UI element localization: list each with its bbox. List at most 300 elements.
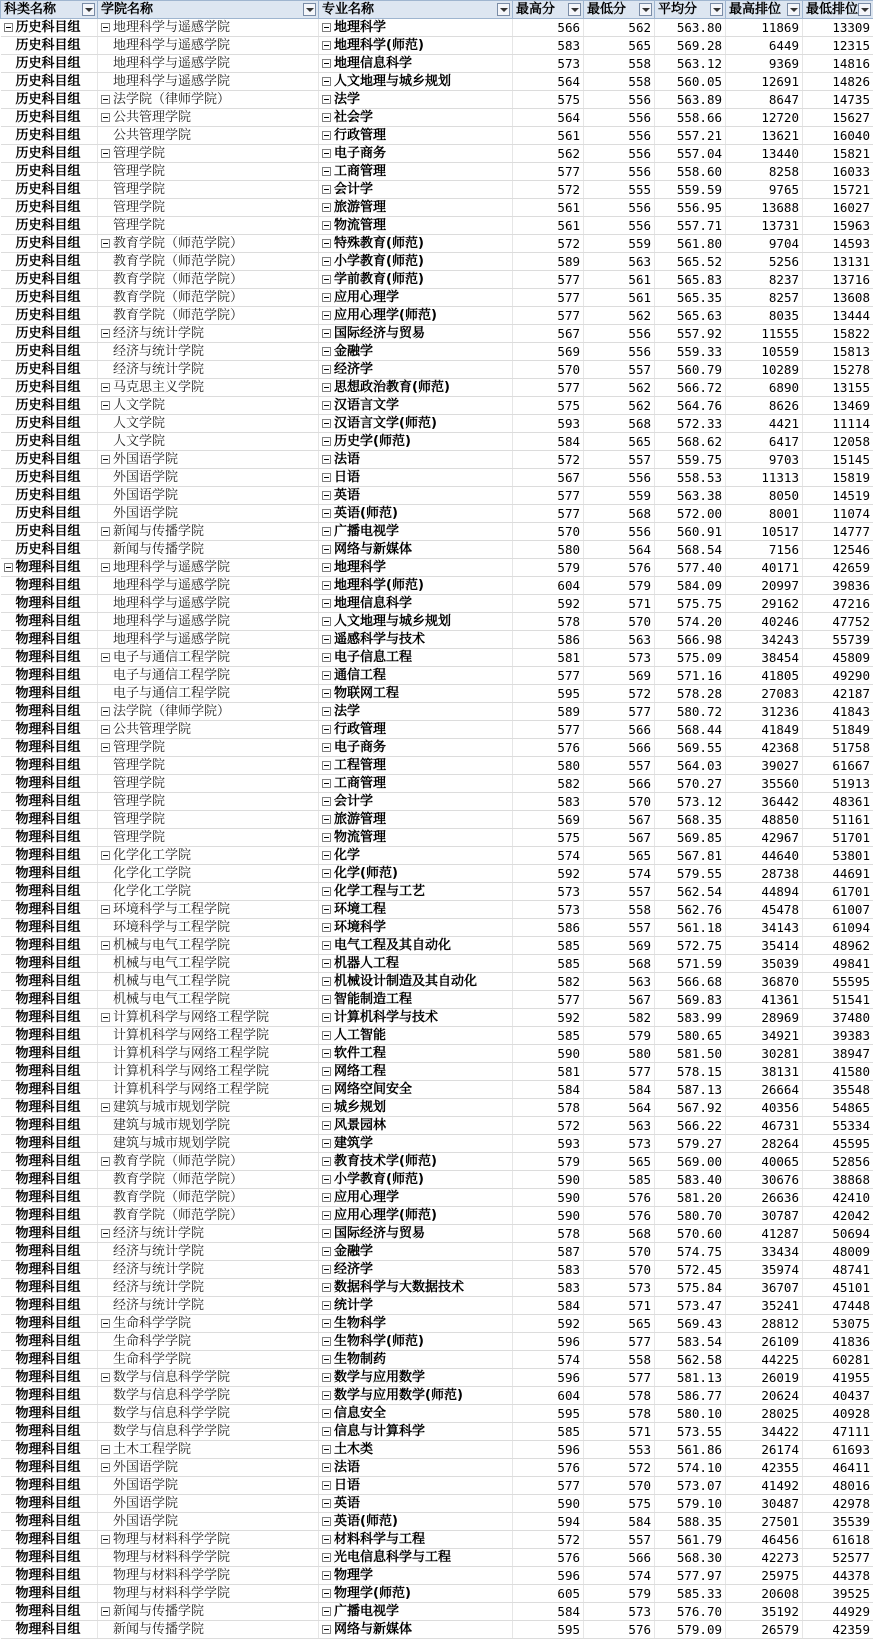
max-rank-cell[interactable] — [726, 55, 803, 73]
major-cell[interactable] — [319, 1459, 513, 1477]
category-cell[interactable] — [1, 559, 98, 577]
min-rank-cell[interactable] — [803, 55, 873, 73]
max-rank-cell[interactable] — [726, 361, 803, 379]
major-cell[interactable] — [319, 577, 513, 595]
max-rank-cell[interactable] — [726, 1351, 803, 1369]
max-rank-cell[interactable] — [726, 1045, 803, 1063]
category-cell[interactable] — [1, 703, 98, 721]
max-score-cell[interactable] — [513, 1045, 584, 1063]
college-cell[interactable] — [98, 451, 319, 469]
college-cell[interactable] — [98, 1027, 319, 1045]
major-cell[interactable] — [319, 73, 513, 91]
min-score-cell[interactable] — [584, 1387, 655, 1405]
min-score-cell[interactable] — [584, 1099, 655, 1117]
college-cell[interactable] — [98, 793, 319, 811]
min-score-cell[interactable] — [584, 1549, 655, 1567]
collapse-toggle-icon[interactable] — [101, 149, 110, 158]
min-rank-cell[interactable] — [803, 901, 873, 919]
college-cell[interactable] — [98, 829, 319, 847]
category-cell[interactable] — [1, 451, 98, 469]
table-row[interactable] — [1, 199, 873, 217]
major-cell[interactable] — [319, 1603, 513, 1621]
avg-score-cell[interactable] — [655, 235, 726, 253]
table-row[interactable] — [1, 1441, 873, 1459]
table-row[interactable] — [1, 487, 873, 505]
min-rank-cell[interactable] — [803, 1099, 873, 1117]
max-score-cell[interactable] — [513, 1315, 584, 1333]
max-rank-cell[interactable] — [726, 1315, 803, 1333]
major-cell[interactable] — [319, 919, 513, 937]
college-cell[interactable] — [98, 1477, 319, 1495]
category-cell[interactable] — [1, 343, 98, 361]
collapse-toggle-icon[interactable] — [322, 1265, 331, 1274]
collapse-toggle-icon[interactable] — [101, 941, 110, 950]
max-score-cell[interactable] — [513, 487, 584, 505]
college-cell[interactable] — [98, 955, 319, 973]
table-row[interactable] — [1, 469, 873, 487]
avg-score-cell[interactable] — [655, 199, 726, 217]
avg-score-cell[interactable] — [655, 811, 726, 829]
college-cell[interactable] — [98, 1495, 319, 1513]
college-cell[interactable] — [98, 415, 319, 433]
category-cell[interactable] — [1, 1315, 98, 1333]
min-rank-cell[interactable] — [803, 1027, 873, 1045]
avg-score-cell[interactable] — [655, 775, 726, 793]
min-score-cell[interactable] — [584, 955, 655, 973]
min-rank-cell[interactable] — [803, 217, 873, 235]
college-cell[interactable] — [98, 505, 319, 523]
category-cell[interactable] — [1, 433, 98, 451]
category-cell[interactable] — [1, 1045, 98, 1063]
max-score-cell[interactable] — [513, 145, 584, 163]
collapse-toggle-icon[interactable] — [322, 563, 331, 572]
min-rank-cell[interactable] — [803, 1153, 873, 1171]
major-cell[interactable] — [319, 775, 513, 793]
max-rank-cell[interactable] — [726, 523, 803, 541]
max-rank-cell[interactable] — [726, 289, 803, 307]
college-cell[interactable] — [98, 1423, 319, 1441]
collapse-toggle-icon[interactable] — [322, 797, 331, 806]
category-cell[interactable] — [1, 37, 98, 55]
min-score-cell[interactable] — [584, 901, 655, 919]
min-rank-cell[interactable] — [803, 1261, 873, 1279]
collapse-toggle-icon[interactable] — [322, 1103, 331, 1112]
min-score-cell[interactable] — [584, 991, 655, 1009]
min-rank-cell[interactable] — [803, 1045, 873, 1063]
category-cell[interactable] — [1, 271, 98, 289]
filter-dropdown-icon[interactable] — [639, 3, 652, 16]
category-cell[interactable] — [1, 1585, 98, 1603]
avg-score-cell[interactable] — [655, 919, 726, 937]
category-cell[interactable] — [1, 1009, 98, 1027]
max-rank-cell[interactable] — [726, 595, 803, 613]
table-row[interactable] — [1, 1081, 873, 1099]
major-cell[interactable] — [319, 1009, 513, 1027]
avg-score-cell[interactable] — [655, 991, 726, 1009]
min-rank-cell[interactable] — [803, 325, 873, 343]
avg-score-cell[interactable] — [655, 1135, 726, 1153]
max-score-cell[interactable] — [513, 325, 584, 343]
category-cell[interactable] — [1, 1531, 98, 1549]
category-cell[interactable] — [1, 973, 98, 991]
college-cell[interactable] — [98, 991, 319, 1009]
max-rank-cell[interactable] — [726, 883, 803, 901]
table-row[interactable] — [1, 1189, 873, 1207]
collapse-toggle-icon[interactable] — [322, 1553, 331, 1562]
min-rank-cell[interactable] — [803, 451, 873, 469]
min-rank-cell[interactable] — [803, 739, 873, 757]
major-cell[interactable] — [319, 271, 513, 289]
college-cell[interactable] — [98, 973, 319, 991]
major-cell[interactable] — [319, 1261, 513, 1279]
collapse-toggle-icon[interactable] — [322, 1463, 331, 1472]
major-cell[interactable] — [319, 1063, 513, 1081]
min-rank-cell[interactable] — [803, 541, 873, 559]
avg-score-cell[interactable] — [655, 1009, 726, 1027]
max-rank-cell[interactable] — [726, 1009, 803, 1027]
min-rank-cell[interactable] — [803, 991, 873, 1009]
table-row[interactable] — [1, 415, 873, 433]
max-score-cell[interactable] — [513, 1027, 584, 1045]
max-score-cell[interactable] — [513, 577, 584, 595]
min-score-cell[interactable] — [584, 199, 655, 217]
table-row[interactable] — [1, 289, 873, 307]
max-rank-cell[interactable] — [726, 145, 803, 163]
college-cell[interactable] — [98, 523, 319, 541]
avg-score-cell[interactable] — [655, 1495, 726, 1513]
major-cell[interactable] — [319, 1189, 513, 1207]
category-cell[interactable] — [1, 1189, 98, 1207]
avg-score-cell[interactable] — [655, 1189, 726, 1207]
category-cell[interactable] — [1, 757, 98, 775]
min-score-cell[interactable] — [584, 505, 655, 523]
college-cell[interactable] — [98, 1225, 319, 1243]
table-row[interactable] — [1, 559, 873, 577]
college-cell[interactable] — [98, 1063, 319, 1081]
table-row[interactable] — [1, 1603, 873, 1621]
avg-score-cell[interactable] — [655, 1441, 726, 1459]
min-rank-cell[interactable] — [803, 91, 873, 109]
min-score-cell[interactable] — [584, 739, 655, 757]
major-cell[interactable] — [319, 1279, 513, 1297]
major-cell[interactable] — [319, 37, 513, 55]
college-cell[interactable] — [98, 379, 319, 397]
max-score-cell[interactable] — [513, 1441, 584, 1459]
college-cell[interactable] — [98, 397, 319, 415]
min-score-cell[interactable] — [584, 1045, 655, 1063]
min-rank-cell[interactable] — [803, 1063, 873, 1081]
table-row[interactable] — [1, 793, 873, 811]
table-row[interactable] — [1, 901, 873, 919]
max-rank-cell[interactable] — [726, 1333, 803, 1351]
college-cell[interactable] — [98, 1009, 319, 1027]
min-score-cell[interactable] — [584, 1261, 655, 1279]
max-score-cell[interactable] — [513, 1405, 584, 1423]
max-rank-cell[interactable] — [726, 1243, 803, 1261]
max-rank-cell[interactable] — [726, 577, 803, 595]
major-cell[interactable] — [319, 487, 513, 505]
max-score-cell[interactable] — [513, 1117, 584, 1135]
collapse-toggle-icon[interactable] — [322, 725, 331, 734]
table-row[interactable] — [1, 1621, 873, 1639]
min-score-cell[interactable] — [584, 415, 655, 433]
collapse-toggle-icon[interactable] — [322, 59, 331, 68]
collapse-toggle-icon[interactable] — [322, 527, 331, 536]
table-row[interactable] — [1, 217, 873, 235]
min-rank-cell[interactable] — [803, 19, 873, 37]
min-score-cell[interactable] — [584, 1585, 655, 1603]
avg-score-cell[interactable] — [655, 1387, 726, 1405]
college-cell[interactable] — [98, 577, 319, 595]
min-rank-cell[interactable] — [803, 1549, 873, 1567]
major-cell[interactable] — [319, 631, 513, 649]
max-rank-cell[interactable] — [726, 847, 803, 865]
category-cell[interactable] — [1, 1171, 98, 1189]
table-row[interactable] — [1, 1243, 873, 1261]
max-rank-cell[interactable] — [726, 1297, 803, 1315]
max-score-cell[interactable] — [513, 703, 584, 721]
collapse-toggle-icon[interactable] — [322, 1193, 331, 1202]
table-row[interactable] — [1, 1261, 873, 1279]
major-cell[interactable] — [319, 667, 513, 685]
max-score-cell[interactable] — [513, 19, 584, 37]
min-score-cell[interactable] — [584, 1171, 655, 1189]
max-rank-cell[interactable] — [726, 487, 803, 505]
avg-score-cell[interactable] — [655, 1477, 726, 1495]
major-cell[interactable] — [319, 181, 513, 199]
max-score-cell[interactable] — [513, 253, 584, 271]
max-score-cell[interactable] — [513, 721, 584, 739]
major-cell[interactable] — [319, 1315, 513, 1333]
max-rank-cell[interactable] — [726, 955, 803, 973]
major-cell[interactable] — [319, 739, 513, 757]
max-score-cell[interactable] — [513, 1135, 584, 1153]
min-score-cell[interactable] — [584, 289, 655, 307]
min-score-cell[interactable] — [584, 397, 655, 415]
max-rank-cell[interactable] — [726, 343, 803, 361]
min-rank-cell[interactable] — [803, 469, 873, 487]
max-score-cell[interactable] — [513, 397, 584, 415]
avg-score-cell[interactable] — [655, 1045, 726, 1063]
table-row[interactable] — [1, 451, 873, 469]
min-rank-cell[interactable] — [803, 613, 873, 631]
category-cell[interactable] — [1, 55, 98, 73]
category-cell[interactable] — [1, 1207, 98, 1225]
min-rank-cell[interactable] — [803, 1441, 873, 1459]
collapse-toggle-icon[interactable] — [322, 1121, 331, 1130]
major-cell[interactable] — [319, 523, 513, 541]
max-score-cell[interactable] — [513, 973, 584, 991]
table-row[interactable] — [1, 991, 873, 1009]
category-cell[interactable] — [1, 1117, 98, 1135]
collapse-toggle-icon[interactable] — [322, 509, 331, 518]
collapse-toggle-icon[interactable] — [322, 1481, 331, 1490]
collapse-toggle-icon[interactable] — [322, 257, 331, 266]
college-cell[interactable] — [98, 1081, 319, 1099]
collapse-toggle-icon[interactable] — [322, 1319, 331, 1328]
max-rank-cell[interactable] — [726, 1225, 803, 1243]
major-cell[interactable] — [319, 649, 513, 667]
collapse-toggle-icon[interactable] — [101, 1319, 110, 1328]
table-row[interactable] — [1, 253, 873, 271]
avg-score-cell[interactable] — [655, 325, 726, 343]
college-cell[interactable] — [98, 235, 319, 253]
max-rank-cell[interactable] — [726, 1279, 803, 1297]
collapse-toggle-icon[interactable] — [101, 239, 110, 248]
major-cell[interactable] — [319, 1513, 513, 1531]
max-score-cell[interactable] — [513, 343, 584, 361]
max-rank-cell[interactable] — [726, 1423, 803, 1441]
table-row[interactable] — [1, 775, 873, 793]
major-cell[interactable] — [319, 1207, 513, 1225]
max-score-cell[interactable] — [513, 541, 584, 559]
category-cell[interactable] — [1, 685, 98, 703]
collapse-toggle-icon[interactable] — [322, 1391, 331, 1400]
major-cell[interactable] — [319, 811, 513, 829]
category-cell[interactable] — [1, 793, 98, 811]
major-cell[interactable] — [319, 721, 513, 739]
collapse-toggle-icon[interactable] — [322, 653, 331, 662]
major-cell[interactable] — [319, 199, 513, 217]
max-score-cell[interactable] — [513, 1621, 584, 1639]
major-cell[interactable] — [319, 91, 513, 109]
avg-score-cell[interactable] — [655, 631, 726, 649]
college-cell[interactable] — [98, 37, 319, 55]
major-cell[interactable] — [319, 793, 513, 811]
collapse-toggle-icon[interactable] — [322, 635, 331, 644]
table-row[interactable] — [1, 955, 873, 973]
category-cell[interactable] — [1, 181, 98, 199]
college-cell[interactable] — [98, 55, 319, 73]
max-score-cell[interactable] — [513, 613, 584, 631]
table-row[interactable] — [1, 595, 873, 613]
table-row[interactable] — [1, 505, 873, 523]
collapse-toggle-icon[interactable] — [322, 365, 331, 374]
max-score-cell[interactable] — [513, 991, 584, 1009]
min-score-cell[interactable] — [584, 19, 655, 37]
avg-score-cell[interactable] — [655, 1603, 726, 1621]
collapse-toggle-icon[interactable] — [322, 1571, 331, 1580]
major-cell[interactable] — [319, 901, 513, 919]
table-row[interactable] — [1, 1387, 873, 1405]
min-rank-cell[interactable] — [803, 865, 873, 883]
max-rank-cell[interactable] — [726, 649, 803, 667]
table-row[interactable] — [1, 1135, 873, 1153]
max-rank-cell[interactable] — [726, 703, 803, 721]
avg-score-cell[interactable] — [655, 1459, 726, 1477]
category-cell[interactable] — [1, 469, 98, 487]
collapse-toggle-icon[interactable] — [322, 203, 331, 212]
collapse-toggle-icon[interactable] — [322, 311, 331, 320]
min-score-cell[interactable] — [584, 145, 655, 163]
min-score-cell[interactable] — [584, 811, 655, 829]
max-rank-cell[interactable] — [726, 991, 803, 1009]
college-cell[interactable] — [98, 199, 319, 217]
max-score-cell[interactable] — [513, 649, 584, 667]
collapse-toggle-icon[interactable] — [322, 1427, 331, 1436]
min-score-cell[interactable] — [584, 1621, 655, 1639]
min-score-cell[interactable] — [584, 1333, 655, 1351]
max-rank-cell[interactable] — [726, 685, 803, 703]
avg-score-cell[interactable] — [655, 685, 726, 703]
category-cell[interactable] — [1, 1513, 98, 1531]
max-score-cell[interactable] — [513, 1171, 584, 1189]
min-rank-cell[interactable] — [803, 127, 873, 145]
min-score-cell[interactable] — [584, 379, 655, 397]
collapse-toggle-icon[interactable] — [101, 1103, 110, 1112]
collapse-toggle-icon[interactable] — [322, 1409, 331, 1418]
major-cell[interactable] — [319, 703, 513, 721]
collapse-toggle-icon[interactable] — [322, 1049, 331, 1058]
avg-score-cell[interactable] — [655, 145, 726, 163]
min-rank-cell[interactable] — [803, 1243, 873, 1261]
max-rank-cell[interactable] — [726, 757, 803, 775]
min-score-cell[interactable] — [584, 433, 655, 451]
min-rank-cell[interactable] — [803, 1225, 873, 1243]
max-rank-cell[interactable] — [726, 1117, 803, 1135]
table-row[interactable] — [1, 307, 873, 325]
min-rank-cell[interactable] — [803, 199, 873, 217]
avg-score-cell[interactable] — [655, 1531, 726, 1549]
filter-dropdown-icon[interactable] — [858, 3, 871, 16]
min-score-cell[interactable] — [584, 307, 655, 325]
collapse-toggle-icon[interactable] — [322, 779, 331, 788]
collapse-toggle-icon[interactable] — [322, 383, 331, 392]
table-row[interactable] — [1, 1207, 873, 1225]
college-cell[interactable] — [98, 541, 319, 559]
collapse-toggle-icon[interactable] — [322, 905, 331, 914]
major-cell[interactable] — [319, 289, 513, 307]
min-score-cell[interactable] — [584, 631, 655, 649]
collapse-toggle-icon[interactable] — [101, 95, 110, 104]
table-row[interactable] — [1, 919, 873, 937]
max-score-cell[interactable] — [513, 289, 584, 307]
min-score-cell[interactable] — [584, 253, 655, 271]
avg-score-cell[interactable] — [655, 1369, 726, 1387]
category-cell[interactable] — [1, 199, 98, 217]
college-cell[interactable] — [98, 811, 319, 829]
min-rank-cell[interactable] — [803, 775, 873, 793]
collapse-toggle-icon[interactable] — [101, 383, 110, 392]
major-cell[interactable] — [319, 685, 513, 703]
max-rank-cell[interactable] — [726, 793, 803, 811]
collapse-toggle-icon[interactable] — [322, 95, 331, 104]
avg-score-cell[interactable] — [655, 793, 726, 811]
major-cell[interactable] — [319, 163, 513, 181]
category-cell[interactable] — [1, 955, 98, 973]
min-rank-cell[interactable] — [803, 1387, 873, 1405]
min-rank-cell[interactable] — [803, 631, 873, 649]
collapse-toggle-icon[interactable] — [322, 869, 331, 878]
category-cell[interactable] — [1, 73, 98, 91]
max-score-cell[interactable] — [513, 1369, 584, 1387]
major-cell[interactable] — [319, 307, 513, 325]
table-row[interactable] — [1, 91, 873, 109]
max-score-cell[interactable] — [513, 1243, 584, 1261]
min-rank-cell[interactable] — [803, 307, 873, 325]
table-row[interactable] — [1, 1585, 873, 1603]
collapse-toggle-icon[interactable] — [322, 1175, 331, 1184]
major-cell[interactable] — [319, 235, 513, 253]
max-score-cell[interactable] — [513, 1351, 584, 1369]
min-rank-cell[interactable] — [803, 1081, 873, 1099]
max-score-cell[interactable] — [513, 1009, 584, 1027]
collapse-toggle-icon[interactable] — [322, 1229, 331, 1238]
collapse-toggle-icon[interactable] — [322, 113, 331, 122]
min-rank-cell[interactable] — [803, 1405, 873, 1423]
major-cell[interactable] — [319, 1531, 513, 1549]
filter-dropdown-icon[interactable] — [303, 3, 316, 16]
